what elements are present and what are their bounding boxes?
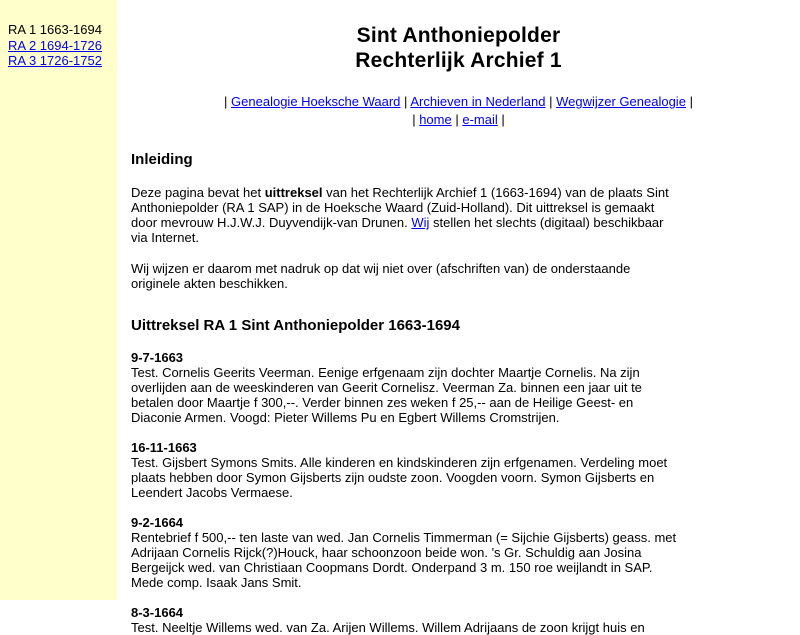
record-entry: [131, 605, 679, 635]
intro-paragraph-2: Wij wijzen er daarom met nadruk op dat wij niet over (afschriften van) de onderstaande originele akten beschikken.: [131, 261, 631, 291]
record-date: 16-11-1663: [131, 440, 197, 455]
inleiding-heading: Inleiding: [131, 151, 193, 168]
record-date: 9-7-1663: [131, 350, 184, 365]
record-entry: [131, 515, 679, 590]
page-title-line-1: Sint Anthoniepolder: [356, 24, 561, 47]
intro-p1-text-b: van het Rechterlijk Archief 1 (1663-1694) van de plaats Sint Anthoniepolder (RA 1 SAP) in de Hoeksche Waard (Zuid-Holland). Dit uittreksel is gemaakt door mevrouw H.J.W.J. Duyvendijk-van Drunen.: [131, 185, 669, 230]
record-date: 8-3-1664: [131, 605, 184, 620]
sidebar-item-ra3[interactable]: RA 3 1726-1752: [8, 53, 102, 68]
article-body: [131, 151, 679, 635]
record-text: Test. Gijsbert Symons Smits. Alle kinderen en kindskinderen zijn erfgenamen. Verdeling moet plaats hebben door Symon Gijsberts zijn oudste zoon. Voogden voorn. Symon Gijsberts en Leendert Jacobs Vermaese.: [131, 455, 668, 500]
record-text: Rentebrief f 500,-- ten laste van wed. Jan Cornelis Timmerman (= Sijchie Gijsberts) geass. met Adrijaan Cornelis Rijck(?)Houck, haar schoonzoon beide won. 's Gr. Schuldig aan Josina Bergeijck wed. van Christiaan Coopmans Dordt. Onderpand 3 m. 150 roe weijlandt in SAP. Mede comp. Isaak Jans Smit.: [131, 530, 677, 590]
nav-separator: |: [455, 112, 459, 127]
main-content: [117, 0, 800, 635]
page-title: [117, 0, 800, 73]
intro-p1-text-a: Deze pagina bevat het: [131, 185, 265, 200]
nav-separator: |: [549, 94, 553, 109]
nav-separator: |: [412, 112, 416, 127]
sidebar: [0, 0, 117, 600]
page-title-line-2: Rechterlijk Archief 1: [355, 49, 562, 72]
record-text: Test. Neeltje Willems wed. van Za. Arijen Willems. Willem Adrijaans de zoon krijgt huis en: [131, 620, 645, 635]
nav-link-email[interactable]: e-mail: [462, 112, 498, 127]
intro-link-wij[interactable]: Wij: [411, 215, 430, 230]
record-date: 9-2-1664: [131, 515, 184, 530]
nav-separator: |: [404, 94, 408, 109]
nav-row-secondary: [117, 111, 800, 129]
nav-link-home[interactable]: home: [419, 112, 452, 127]
nav-row-primary: [117, 93, 800, 111]
sidebar-item-ra1: RA 1 1663-1694: [8, 22, 102, 37]
record-text: Test. Cornelis Geerits Veerman. Eenige erfgenaam zijn dochter Maartje Cornelis. Na zijn overlijden aan de weeskinderen van Geerit Cornelisz. Veerman Za. binnen een jaar uit te betalen door Maartje f 300,--. Verder binnen zes weken f 25,-- aan de Heilige Geest- en Diaconie Armen. Voogd: Pieter Willems Pu en Egbert Willems Cromstrijen.: [131, 365, 642, 425]
navigation-bar: [117, 93, 800, 129]
record-entry: [131, 440, 679, 500]
uittreksel-heading: Uittreksel RA 1 Sint Anthoniepolder 1663-1694: [131, 317, 460, 334]
nav-link-wegwijzer-genealogie[interactable]: Wegwijzer Genealogie: [556, 94, 686, 109]
sidebar-item-ra2[interactable]: RA 2 1694-1726: [8, 37, 102, 53]
nav-separator: |: [501, 112, 505, 127]
intro-p1-bold-uittreksel: uittreksel: [264, 185, 323, 200]
record-entry: [131, 350, 679, 425]
intro-p1-text-c: stellen het slechts (digitaal) beschikbaar via Internet.: [131, 215, 664, 245]
nav-separator: |: [224, 94, 228, 109]
nav-link-archieven-in-nederland[interactable]: Archieven in Nederland: [410, 94, 546, 109]
nav-link-genealogie-hoeksche-waard[interactable]: Genealogie Hoeksche Waard: [231, 94, 401, 109]
nav-separator: |: [689, 94, 693, 109]
intro-paragraph-1: [131, 185, 679, 245]
